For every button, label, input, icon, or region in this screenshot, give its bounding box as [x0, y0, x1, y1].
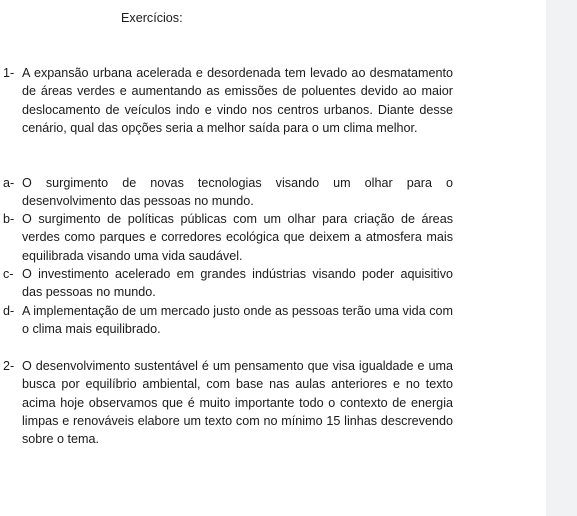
- option-b: [3, 210, 453, 265]
- option-text: O investimento acelerado em grandes indústrias visando poder aquisitivo das pessoas no mundo.: [22, 267, 453, 300]
- option-a: [3, 174, 453, 211]
- option-d: [3, 302, 453, 339]
- option-text: O surgimento de novas tecnologias visando um olhar para o desenvolvimento das pessoas no mundo.: [22, 176, 453, 209]
- side-panel: [546, 0, 577, 516]
- question-1: [3, 64, 453, 137]
- option-letter: c-: [3, 267, 14, 281]
- option-c: [3, 265, 453, 302]
- option-letter: a-: [3, 176, 15, 190]
- question-number: 1-: [3, 66, 15, 80]
- option-letter: d-: [3, 304, 15, 318]
- page-title: Exercícios:: [121, 11, 183, 25]
- question-text: A expansão urbana acelerada e desordenada tem levado ao desmatamento de áreas verdes e aumentando as emissões de poluentes devido ao maior deslocamento de veículos indo e vindo nos centros urbanos. Diante desse cenário, qual das opções seria a melhor saída para o um clima melhor.: [22, 66, 453, 135]
- option-text: A implementação de um mercado justo onde as pessoas terão uma vida com o clima mais equilibrado.: [22, 304, 453, 337]
- option-letter: b-: [3, 212, 15, 226]
- question-text: O desenvolvimento sustentável é um pensamento que visa igualdade e uma busca por equilíbrio ambiental, com base nas aulas anteriores e no texto acima hoje observamos que é muito importante todo o contexto de energia limpas e renováveis elabore um texto com no mínimo 15 linhas descrevendo sobre o tema.: [22, 359, 453, 447]
- question-2: [3, 357, 453, 448]
- option-text: O surgimento de políticas públicas com um olhar para criação de áreas verdes como parques e corredores ecológica que deixem a atmosfera mais equilibrada visando uma vida saudável.: [22, 212, 453, 263]
- question-number: 2-: [3, 359, 15, 373]
